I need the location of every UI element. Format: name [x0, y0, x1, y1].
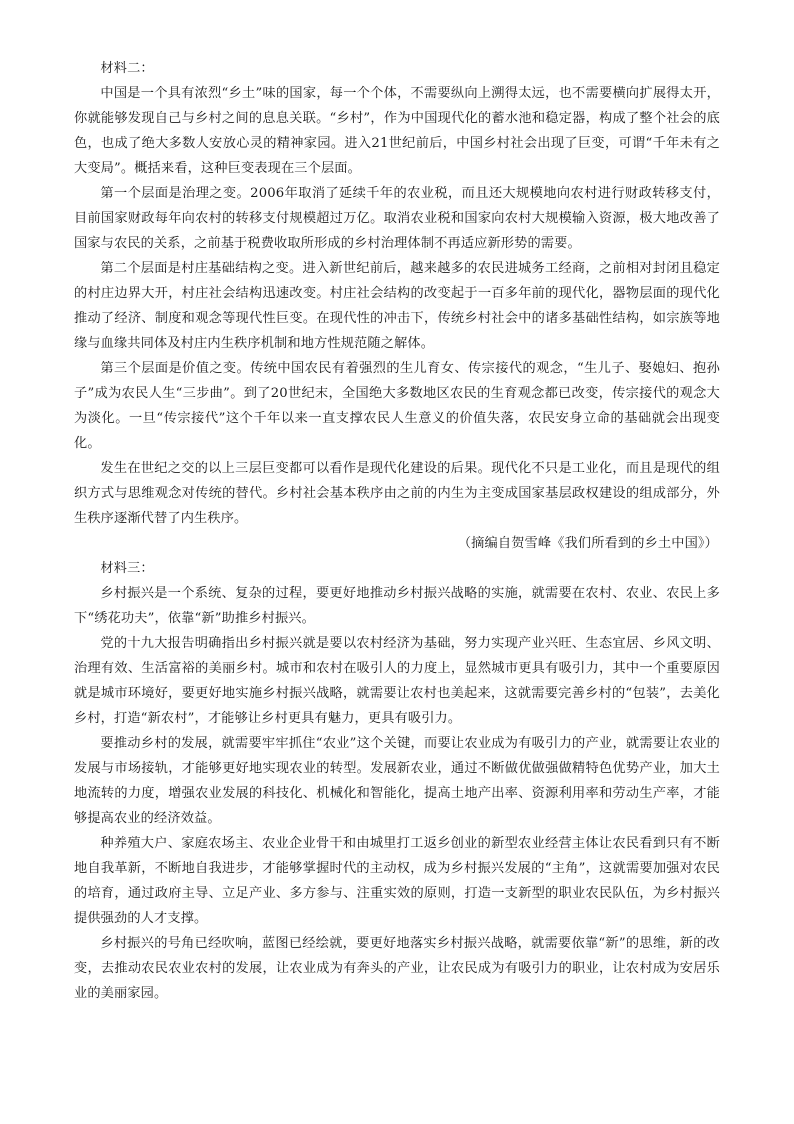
material-3-paragraph-3: 要推动乡村的发展，就需要牢牢抓住“农业”这个关键，而要让农业成为有吸引力的产业，就需要让农业的发展与市场接轨，才能够更好地实现农业的转型。发展新农业，通过不断做优做强做精特色优势产业，加大土地流转的力度，增强农业发展的科技化、机械化和智能化，提高土地产出率、资源利用率和劳动生产率，才能够提高农业的经济效益。: [74, 736, 720, 826]
material-2-paragraph-4: 第三个层面是价值之变。传统中国农民有着强烈的生儿育女、传宗接代的观念，“生儿子、娶媳妇、抱孙子”成为农民人生“三步曲”。到了20世纪末，全国绝大多数地区农民的生育观念都已改变，传宗接代的观念大为淡化。一旦“传宗接代”这个千年以来一直支撑农民人生意义的价值失落，农民安身立命的基础就会出现变化。: [74, 361, 720, 451]
material-2-paragraph-1: 中国是一个具有浓烈“乡土”味的国家，每一个个体，不需要纵向上溯得太远，也不需要横向扩展得太开，你就能够发现自己与乡村之间的息息关联。“乡村”，作为中国现代化的蓄水池和稳定器，构成了整个社会的底色，也成了绝大多数人安放心灵的精神家园。进入21世纪前后，中国乡村社会出现了巨变，可谓“千年未有之大变局”。概括来看，这种巨变表现在三个层面。: [74, 86, 720, 176]
material-2-citation: （摘编自贺雪峰《我们所看到的乡土中国》）: [457, 536, 718, 551]
material-3-paragraph-1: 乡村振兴是一个系统、复杂的过程，要更好地推动乡村振兴战略的实施，就需要在农村、农业、农民上多下“绣花功夫”，依靠“新”助推乡村振兴。: [74, 586, 720, 626]
material-3-paragraph-4: 种养殖大户、家庭农场主、农业企业骨干和由城里打工返乡创业的新型农业经营主体让农民看到只有不断地自我革新，不断地自我进步，才能够掌握时代的主动权，成为乡村振兴发展的“主角”，这就需要加强对农民的培育，通过政府主导、立足产业、多方参与、注重实效的原则，打造一支新型的职业农民队伍，为乡村振兴提供强劲的人才支撑。: [74, 836, 720, 926]
material-3-paragraph-5: 乡村振兴的号角已经吹响，蓝图已经绘就，要更好地落实乡村振兴战略，就需要依靠“新”的思维，新的改变，去推动农民农业农村的发展，让农业成为有奔头的产业，让农民成为有吸引力的职业，让农村成为安居乐业的美丽家园。: [74, 936, 720, 1001]
material-2-paragraph-3: 第二个层面是村庄基础结构之变。进入新世纪前后，越来越多的农民进城务工经商，之前相对封闭且稳定的村庄边界大开，村庄社会结构迅速改变。村庄社会结构的改变起于一百多年前的现代化，器物层面的现代化推动了经济、制度和观念等现代性巨变。在现代性的冲击下，传统乡村社会中的诸多基础性结构，如宗族等地缘与血缘共同体及村庄内生秩序机制和地方性规范随之解体。: [74, 261, 720, 351]
material-3-paragraph-2: 党的十九大报告明确指出乡村振兴就是要以农村经济为基础，努力实现产业兴旺、生态宜居、乡风文明、治理有效、生活富裕的美丽乡村。城市和农村在吸引人的力度上，显然城市更具有吸引力，其中一个重要原因就是城市环境好，要更好地实施乡村振兴战略，就需要让农村也美起来，这就需要完善乡村的“包装”，去美化乡村，打造“新农村”，才能够让乡村更具有魅力，更具有吸引力。: [74, 636, 720, 726]
material-2-heading: 材料二：: [100, 61, 154, 76]
material-2-paragraph-5: 发生在世纪之交的以上三层巨变都可以看作是现代化建设的后果。现代化不只是工业化，而且是现代的组织方式与思维观念对传统的替代。乡村社会基本秩序由之前的内生为主变成国家基层政权建设的组成部分，外生秩序逐渐代替了内生秩序。: [74, 461, 720, 526]
material-3-heading: 材料三：: [100, 561, 154, 576]
document-page: [74, 56, 720, 1006]
material-2-paragraph-2: 第一个层面是治理之变。2006年取消了延续千年的农业税，而且还大规模地向农村进行财政转移支付，目前国家财政每年向农村的转移支付规模超过万亿。取消农业税和国家向农村大规模输入资源，极大地改善了国家与农民的关系，之前基于税费收取所形成的乡村治理体制不再适应新形势的需要。: [74, 186, 720, 251]
